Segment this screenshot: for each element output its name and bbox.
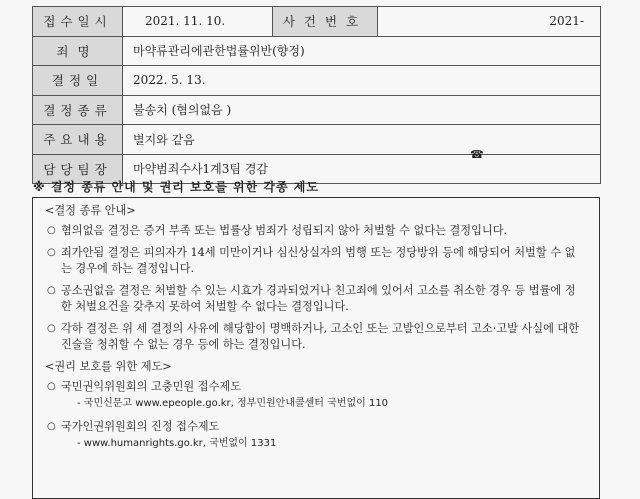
- receipt-value: 2021. 11. 10.: [123, 7, 273, 37]
- list-item-text: 죄가안됨 결정은 피의자가 14세 미만이거나 심신상실자의 범행 또는 정당방위 등에 해당되어 처벌할 수 없는 경우에 하는 결정입니다.: [61, 246, 576, 275]
- bullet-icon: ○: [47, 380, 56, 392]
- list-item: [45, 321, 585, 352]
- notice-heading: ※ 결정 종류 안내 및 권리 보호를 위한 각종 제도: [33, 180, 319, 194]
- charge-label: 죄명: [33, 36, 123, 66]
- list-item: [45, 419, 585, 452]
- list-item-text: 각하 결정은 위 세 결정의 사유에 해당함이 명백하거나, 고소인 또는 고발인으로부터 고소·고발 사실에 대한 진술을 청취할 수 없는 경우 등에 하는 결정입니다.: [61, 322, 580, 351]
- phone-icon: ☎: [470, 148, 484, 161]
- decision-date-value: 2022. 5. 13.: [123, 66, 601, 96]
- officer-value: 마약범죄수사1계3팀 경감: [123, 154, 601, 184]
- case-number-label: 사건번호: [273, 7, 378, 37]
- decision-type-row: [33, 95, 601, 125]
- officer-label: 담당팀장: [33, 154, 123, 184]
- case-info-table: [32, 6, 601, 184]
- rights-protection-title: <권리 보호를 위한 제도>: [45, 360, 172, 373]
- content-label: 주요내용: [33, 125, 123, 155]
- content-row: [33, 125, 601, 155]
- charge-value: 마약류관리에관한법률위반(향정): [123, 36, 601, 66]
- bullet-icon: ○: [47, 323, 56, 334]
- decision-type-label: 결정종류: [33, 95, 123, 125]
- list-item-text: 국가인권위원회의 진정 접수제도: [61, 419, 220, 433]
- content-value: 별지와 같음: [123, 125, 601, 155]
- list-item-detail: - www.humanrights.go.kr, 국번없이 1331: [77, 438, 277, 449]
- bullet-icon: ○: [47, 247, 56, 258]
- list-item: [45, 223, 585, 239]
- case-number-value: 2021-: [378, 7, 601, 37]
- decision-types-title: <결정 종류 안내>: [45, 204, 136, 217]
- charge-row: [33, 36, 601, 66]
- list-item-text: 국민권익위원회의 고충민원 접수제도: [61, 379, 242, 393]
- decision-date-label: 결정일: [33, 66, 123, 96]
- list-item-detail: - 국민신문고 www.epeople.go.kr, 정부민원안내콜센터 국번없이 110: [77, 398, 389, 409]
- notice-box: [32, 197, 600, 499]
- decision-type-value: 불송치 (혐의없음 ): [123, 95, 601, 125]
- list-item: [45, 245, 585, 276]
- list-item: [45, 283, 585, 314]
- receipt-row: [33, 7, 601, 37]
- receipt-label: 접수일시: [33, 7, 123, 37]
- list-item-text: 공소권없음 결정은 처벌할 수 있는 시효가 경과되었거나 친고죄에 있어서 고소를 취소한 경우 등 법률에 정한 처벌요건을 갖추지 못하여 처벌할 수 없다는 결정입니다.: [61, 284, 576, 313]
- bullet-icon: ○: [47, 420, 56, 432]
- bullet-icon: ○: [47, 224, 56, 236]
- decision-date-row: [33, 66, 601, 96]
- list-item-text: 혐의없음 결정은 증거 부족 또는 법률상 범죄가 성립되지 않아 처벌할 수 없다는 결정입니다.: [61, 223, 508, 237]
- bullet-icon: ○: [47, 285, 56, 296]
- list-item: [45, 379, 585, 412]
